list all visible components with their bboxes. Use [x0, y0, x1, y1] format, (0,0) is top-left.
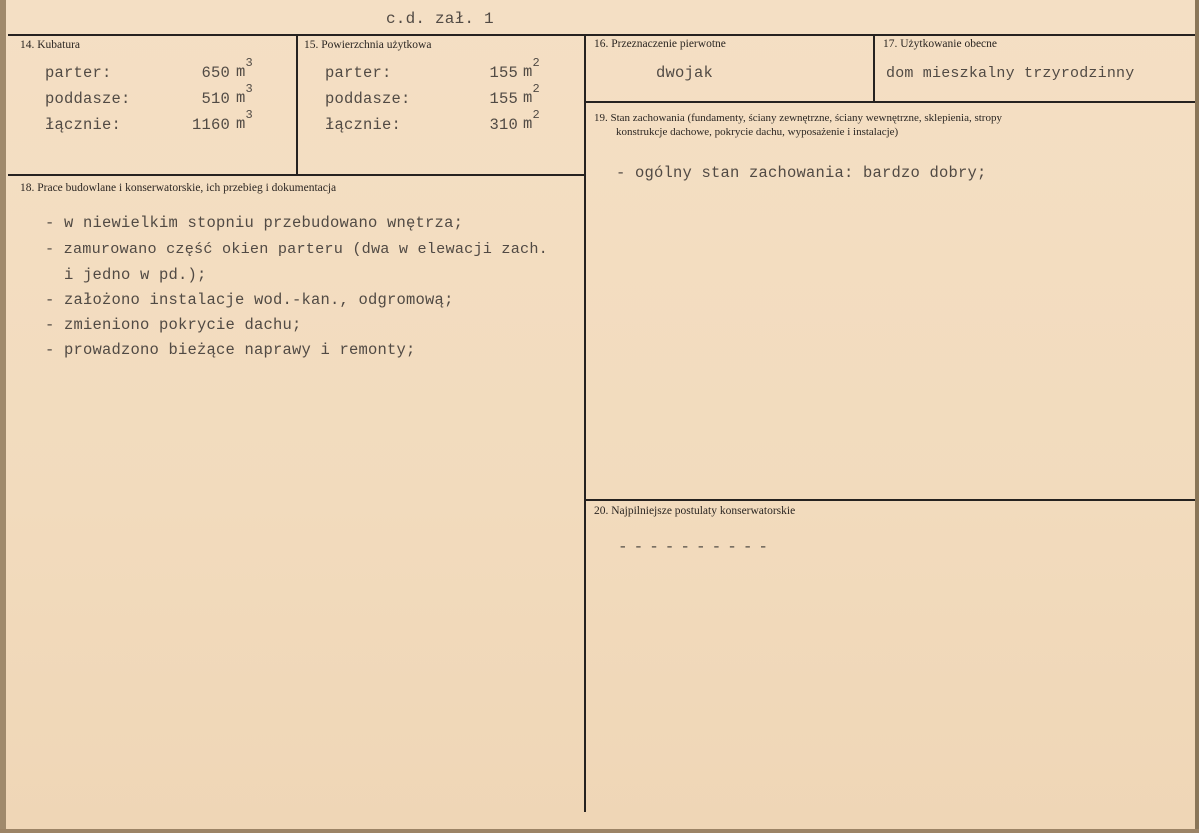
powierzchnia-parter-value: 155: [489, 64, 518, 82]
divider-16-17: [873, 34, 875, 102]
powierzchnia-poddasze-unit: $m^2$: [523, 82, 540, 108]
postulaty-label: 20. Najpilniejsze postulaty konserwatorskie: [594, 505, 796, 517]
divider-14-15: [296, 34, 298, 174]
kubatura-label: 14. Kubatura: [20, 39, 81, 51]
card-edge-bottom: [0, 829, 1199, 833]
kubatura-parter-value: 650: [201, 64, 230, 82]
powierzchnia-parter-name: parter:: [325, 64, 392, 82]
prace-line-5: - zmieniono pokrycie dachu;: [45, 316, 302, 334]
header-annotation: c.d. zał. 1: [386, 10, 494, 28]
powierzchnia-label: 15. Powierzchnia użytkowa: [304, 39, 432, 51]
kubatura-lacznie-value: 1160: [191, 116, 230, 134]
stan-label-line-2: konstrukcje dachowe, pokrycie dachu, wyposażenie i instalacje): [616, 126, 899, 138]
rule-above-20: [586, 499, 1195, 501]
prace-line-3: i jedno w pd.);: [45, 266, 207, 284]
kubatura-poddasze-name: poddasze:: [45, 90, 131, 108]
kubatura-poddasze-value: 510: [201, 90, 230, 108]
kubatura-parter-name: parter:: [45, 64, 112, 82]
card-edge-left: [0, 0, 6, 833]
prace-label: 18. Prace budowlane i konserwatorskie, ich przebieg i dokumentacja: [20, 182, 337, 194]
powierzchnia-lacznie-value: 310: [489, 116, 518, 134]
przeznaczenie-value: dwojak: [656, 64, 714, 82]
powierzchnia-lacznie-unit: $m^2$: [523, 108, 540, 134]
prace-line-6: - prowadzono bieżące naprawy i remonty;: [45, 341, 416, 359]
divider-center: [584, 34, 586, 812]
rule-below-14-15: [8, 174, 586, 176]
stan-label-line-1: 19. Stan zachowania (fundamenty, ściany zewnętrzne, ściany wewnętrzne, sklepienia, stropy: [594, 112, 1002, 124]
powierzchnia-parter-unit: $m^2$: [523, 56, 540, 82]
stan-value: - ogólny stan zachowania: bardzo dobry;: [616, 164, 987, 182]
uzytkowanie-label: 17. Użytkowanie obecne: [883, 38, 998, 50]
card-edge-right: [1195, 0, 1199, 833]
kubatura-parter-unit: $m^3$: [236, 56, 253, 82]
top-rule: [8, 34, 1195, 36]
powierzchnia-poddasze-name: poddasze:: [325, 90, 411, 108]
prace-line-1: - w niewielkim stopniu przebudowano wnętrza;: [45, 214, 464, 232]
prace-line-4: - założono instalacje wod.-kan., odgromową;: [45, 291, 454, 309]
przeznaczenie-label: 16. Przeznaczenie pierwotne: [594, 38, 726, 50]
powierzchnia-poddasze-value: 155: [489, 90, 518, 108]
postulaty-value: ----------: [618, 538, 775, 556]
prace-line-2: - zamurowano część okien parteru (dwa w elewacji zach.: [45, 240, 548, 258]
kubatura-lacznie-unit: $m^3$: [236, 108, 253, 134]
kubatura-lacznie-name: łącznie:: [45, 116, 122, 134]
powierzchnia-lacznie-name: łącznie:: [325, 116, 402, 134]
uzytkowanie-value: dom mieszkalny trzyrodzinny: [886, 65, 1135, 82]
kubatura-poddasze-unit: $m^3$: [236, 82, 253, 108]
rule-below-16-17: [586, 101, 1195, 103]
